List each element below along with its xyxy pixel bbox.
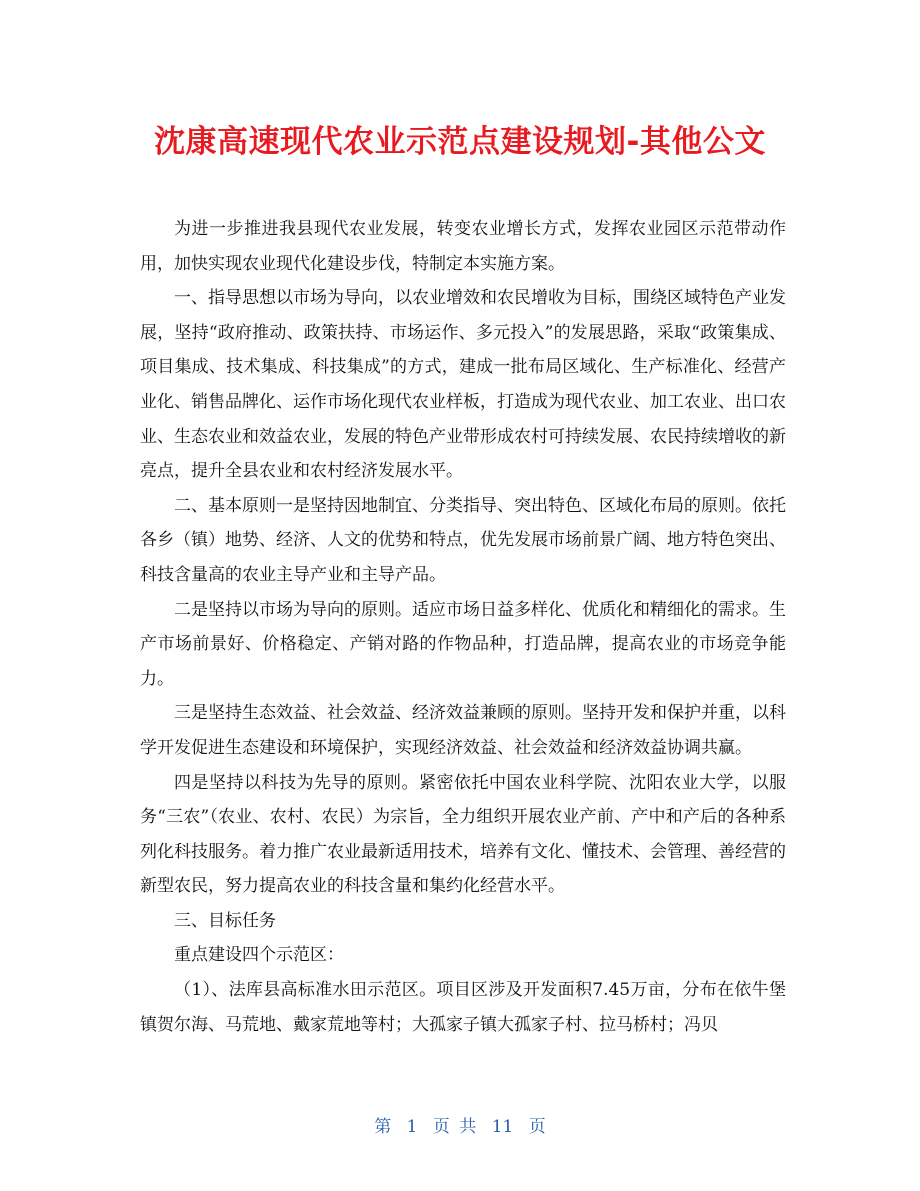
footer-page-number: 1 xyxy=(406,1117,418,1137)
document-body xyxy=(140,212,786,1042)
paragraph-zone-1: （1）、法库县高标准水田示范区。项目区涉及开发面积7.45万亩，分布在依牛堡镇贺尔海、马荒地、戴家荒地等村；大孤家子镇大孤家子村、拉马桥村；冯贝 xyxy=(140,980,786,1035)
footer-prefix: 第 xyxy=(374,1117,392,1137)
paragraph-four-zones: 重点建设四个示范区： xyxy=(174,945,344,966)
paragraph-principle-ecology: 三是坚持生态效益、社会效益、经济效益兼顾的原则。坚持开发和保护并重，以科学开发促进生态建设和环境保护，实现经济效益、社会效益和经济效益协调共赢。 xyxy=(140,703,786,758)
footer-suffix: 页 xyxy=(528,1117,546,1137)
paragraph-principle-market: 二是坚持以市场为导向的原则。适应市场日益多样化、优质化和精细化的需求。生产市场前景好、价格稳定、产销对路的作物品种，打造品牌，提高农业的市场竞争能力。 xyxy=(140,599,786,689)
footer-total-pages: 11 xyxy=(491,1117,514,1137)
page-footer xyxy=(0,1112,920,1137)
document-title: 沈康高速现代农业示范点建设规划-其他公文 xyxy=(154,124,766,160)
footer-middle: 页 共 xyxy=(432,1117,477,1137)
paragraph-principle-technology: 四是坚持以科技为先导的原则。紧密依托中国农业科学院、沈阳农业大学，以服务“三农”（农业、农村、农民）为宗旨，全力组织开展农业产前、产中和产后的各种系列化科技服务。着力推广农业最新适用技术，培养有文化、懂技术、会管理、善经营的新型农民，努力提高农业的科技含量和集约化经营水平。 xyxy=(140,772,786,897)
paragraph-basic-principles: 二、基本原则一是坚持因地制宜、分类指导、突出特色、区域化布局的原则。依托各乡（镇）地势、经济、人文的优势和特点，优先发展市场前景广阔、地方特色突出、科技含量高的农业主导产业和主导产品。 xyxy=(140,495,786,585)
paragraph-intro: 为进一步推进我县现代农业发展，转变农业增长方式，发挥农业园区示范带动作用，加快实现农业现代化建设步伐，特制定本实施方案。 xyxy=(140,219,786,274)
section-heading-goals: 三、目标任务 xyxy=(174,910,276,931)
paragraph-guiding-ideology: 一、指导思想以市场为导向，以农业增效和农民增收为目标，围绕区域特色产业发展，坚持“政府推动、政策扶持、市场运作、多元投入”的发展思路，采取“政策集成、项目集成、技术集成、科技集成”的方式，建成一批布局区域化、生产标准化、经营产业化、销售品牌化、运作市场化现代农业样板，打造成为现代农业、加工农业、出口农业、生态农业和效益农业，发展的特色产业带形成农村可持续发展、农民持续增收的新亮点，提升全县农业和农村经济发展水平。 xyxy=(140,288,786,482)
